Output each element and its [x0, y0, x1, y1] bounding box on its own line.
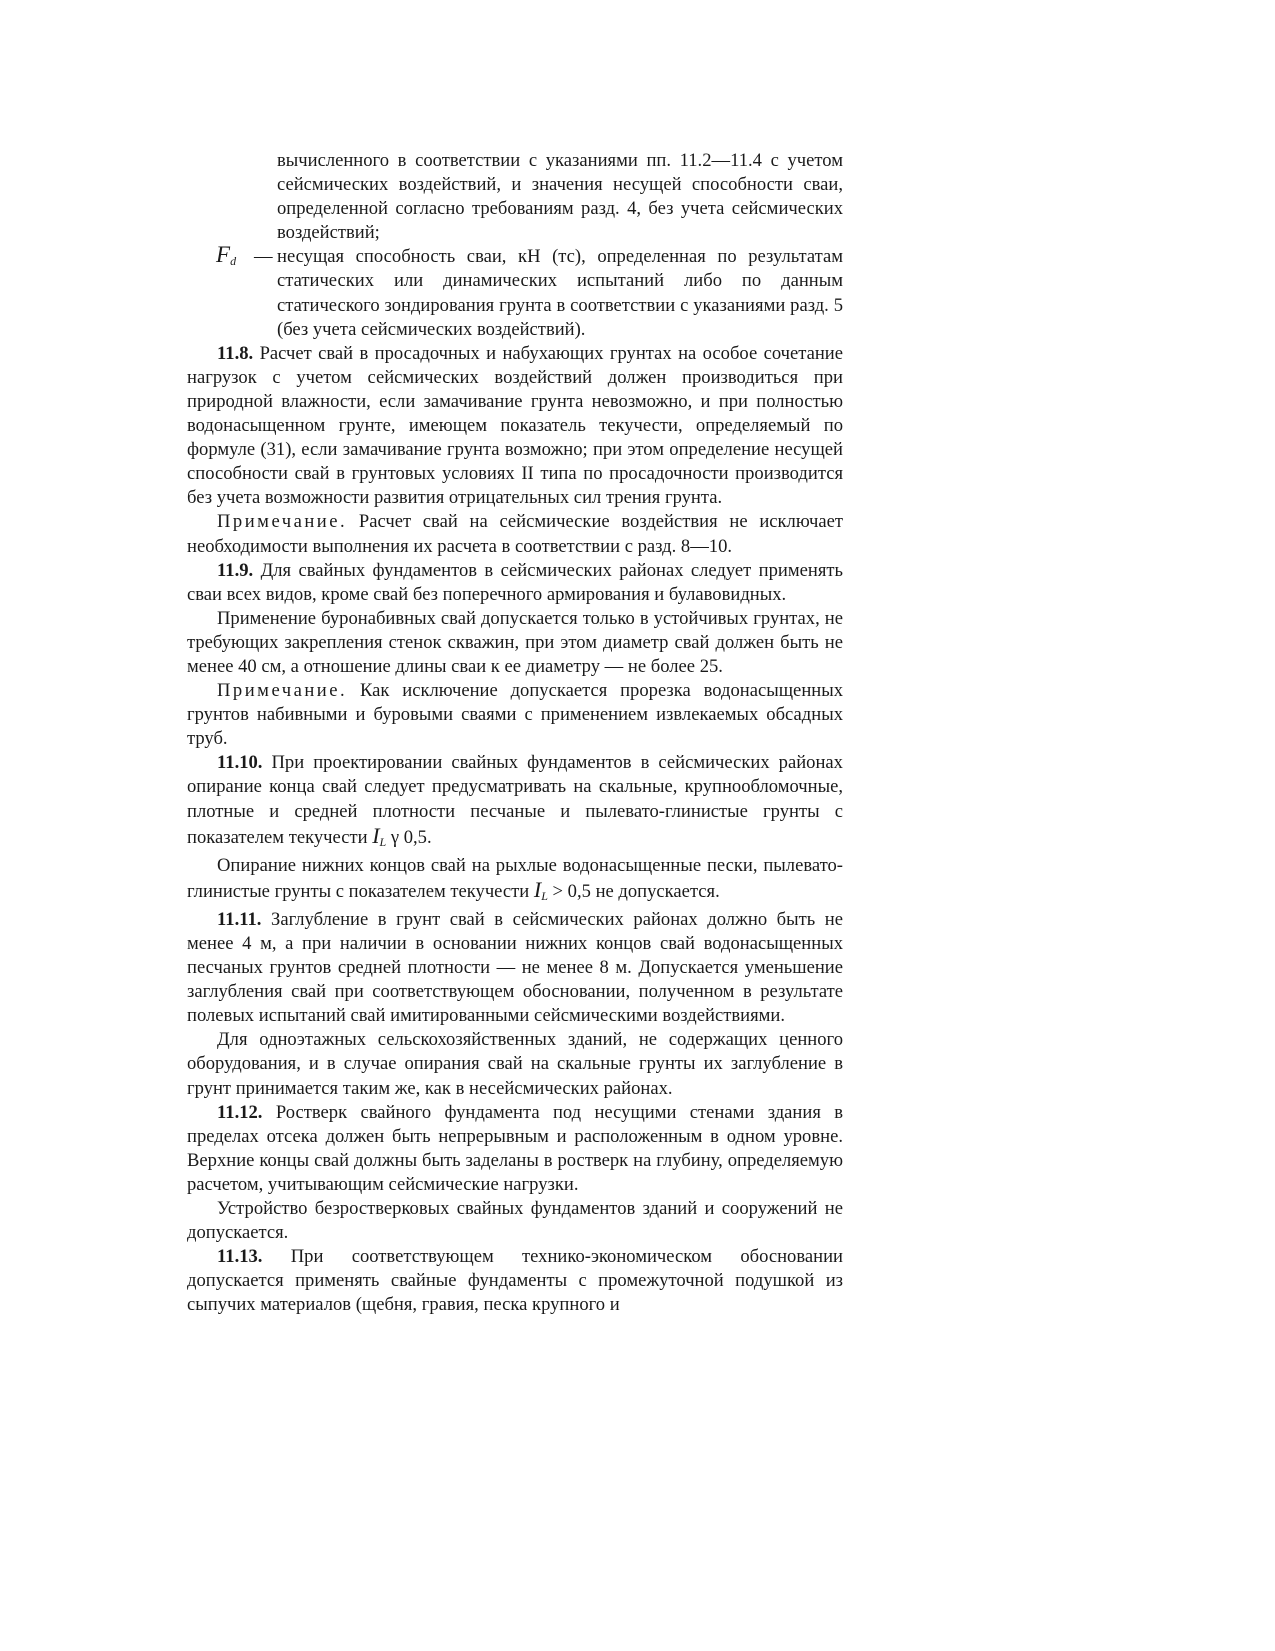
paragraph-tail: > 0,5 не допускается.	[552, 880, 720, 902]
clause-number: 11.11.	[217, 908, 262, 930]
paragraph-11-9	[187, 559, 843, 607]
paragraph-text: При соответствующем технико-экономическом обосновании допускается применять свайные фундаменты с промежуточной подушкой из сыпучих материалов (щебня, гравия, песка крупного и	[187, 1246, 843, 1316]
definition-fd	[187, 242, 843, 341]
paragraph-11-13	[187, 1245, 843, 1317]
definition-text: несущая способность сваи, кН (тс), определенная по результатам статических или динамических испытаний либо по данным статического зондирования грунта в соответствии с указаниями разд. 5 (без учета сейсмических воздействий).	[277, 246, 843, 340]
clause-number: 11.10.	[217, 752, 263, 774]
paragraph-text: Заглубление в грунт свай в сейсмических районах должно быть не менее 4 м, а при наличии в основании нижних концов свай водонасыщенных песчаных грунтов средней плотности — не менее 8 м. Допускается уменьшение заглубления свай при соответствующем обосновании, полученном в результате полевых испытаний свай имитированными сейсмическими воздействиями.	[187, 908, 843, 1027]
paragraph-11-12	[187, 1101, 843, 1197]
paragraph-text: Для свайных фундаментов в сейсмических районах следует применять сваи всех видов, кроме свай без поперечного армирования и булавовидных.	[187, 559, 844, 605]
clause-number: 11.9.	[217, 559, 254, 581]
clause-number: 11.13.	[217, 1246, 263, 1268]
note-1	[187, 510, 843, 558]
clause-number: 11.8.	[217, 342, 254, 364]
note-label: Примечание.	[217, 680, 348, 702]
clause-number: 11.12.	[217, 1101, 263, 1123]
note-2	[187, 679, 843, 751]
paragraph-11-8	[187, 342, 843, 511]
liquidity-index-symbol: $I_L$	[533, 876, 548, 903]
note-text: Расчет свай на сейсмические воздействия не исключает необходимости выполнения их расчета в соответствии с разд. 8—10.	[187, 511, 843, 557]
paragraph-11-12-b: Устройство безростверковых свайных фундаментов зданий и сооружений не допускается.	[187, 1198, 843, 1244]
paragraph-11-11-b: Для одноэтажных сельскохозяйственных зданий, не содержащих ценного оборудования, и в случае опирания свай на скальные грунты их заглубление в грунт принимается таким же, как в несейсмических районах.	[187, 1029, 843, 1099]
paragraph-11-10-b	[187, 854, 843, 908]
document-page	[187, 149, 843, 1318]
symbol-fd: $F_d$	[216, 242, 237, 269]
paragraph-11-10	[187, 751, 843, 853]
paragraph-11-9-b: Применение буронабивных свай допускается только в устойчивых грунтах, не требующих закрепления стенок скважин, при этом диаметр свай должен быть не менее 40 см, а отношение длины сваи к ее диаметру — не более 25.	[187, 607, 843, 677]
paragraph-text: Опирание нижних концов свай на рыхлые водонасыщенные пески, пылевато-глинистые грунты с показателем текучести	[187, 854, 843, 902]
paragraph-text: Расчет свай в просадочных и набухающих грунтах на особое сочетание нагрузок с учетом сейсмических воздействий должен производиться при природной влажности, если замачивание грунта невозможно, и при полностью водонасыщенном грунте, имеющем показатель текучести, определяемый по формуле (31), если замачивание грунта возможно; при этом определение несущей способности свай в грунтовых условиях II типа по просадочности производится без учета возможности развития отрицательных сил трения грунта.	[187, 342, 844, 509]
paragraph-11-11	[187, 908, 843, 1028]
note-text: Как исключение допускается прорезка водонасыщенных грунтов набивными и буровыми сваями с применением извлекаемых обсадных труб.	[187, 680, 844, 750]
paragraph-text: При проектировании свайных фундаментов в сейсмических районах опирание конца свай следует предусматривать на скальные, крупнообломочные, плотные и средней плотности песчаные и пылевато-глинистые грунты с показателем текучести	[187, 752, 843, 848]
liquidity-index-symbol: $I_L$	[372, 822, 387, 849]
definition-dash: —	[254, 246, 273, 268]
note-label: Примечание.	[217, 511, 348, 533]
continuation-text: вычисленного в соответствии с указаниями пп. 11.2—11.4 с учетом сейсмических воздействий, и значения несущей способности сваи, определенной согласно требованиям разд. 4, без учета сейсмических воздействий;	[277, 150, 843, 244]
paragraph-text: Ростверк свайного фундамента под несущими стенами здания в пределах отсека должен быть непрерывным и расположенным в одном уровне. Верхние концы свай должны быть заделаны в ростверк на глубину, определяемую расчетом, учитывающим сейсмические нагрузки.	[187, 1101, 843, 1195]
paragraph-tail: γ 0,5.	[390, 826, 432, 848]
